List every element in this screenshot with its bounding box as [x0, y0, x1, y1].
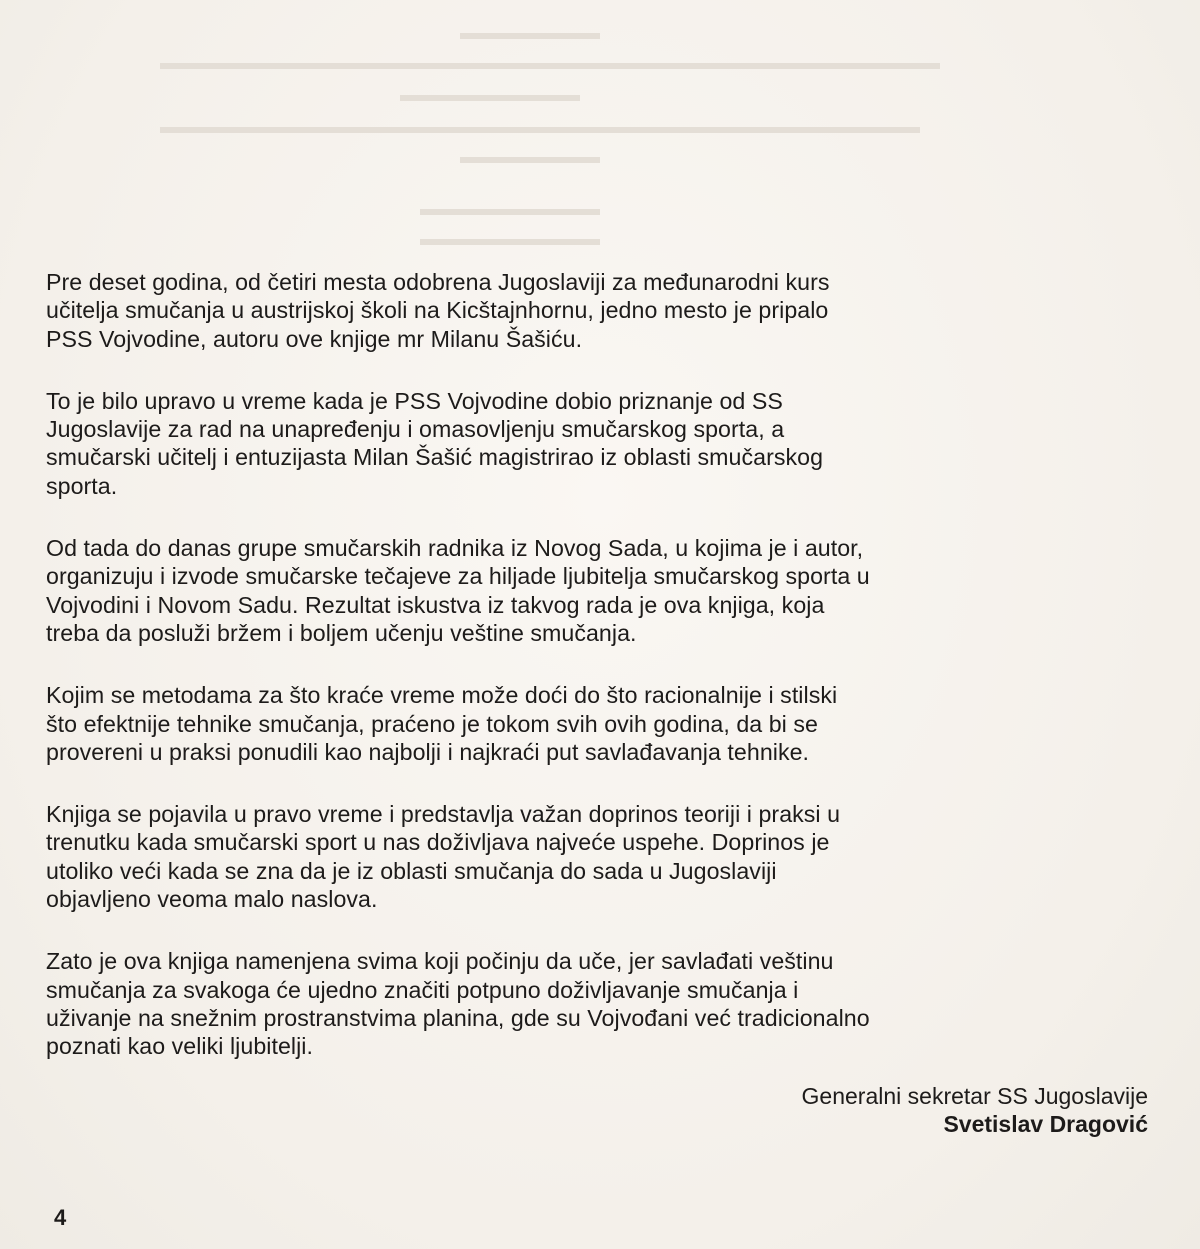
text-line: utoliko veći kada se zna da je iz oblasti smučanja do sada u Jugoslaviji [46, 857, 777, 884]
text-line: Jugoslavije za rad na unapređenju i omasovljenju smučarskog sporta, a [46, 416, 785, 443]
text-line: sporta. [46, 472, 118, 499]
bleed-through-decoration: ▬▬▬▬▬▬▬▬▬▬▬▬▬▬▬▬▬▬▬▬▬▬▬▬▬▬▬▬▬▬▬▬▬▬▬▬▬▬ [160, 116, 920, 138]
text-line: smučanja za svakoga će ujedno značiti potpuno doživljavanje smučanja i [46, 976, 799, 1003]
text-line: Kojim se metodama za što kraće vreme može doći do što racionalnije i stilski [46, 682, 838, 709]
text-line: objavljeno veoma malo naslova. [46, 886, 378, 913]
text-line: To je bilo upravo u vreme kada je PSS Vojvodine dobio priznanje od SS [46, 387, 783, 414]
paragraph [46, 800, 1136, 913]
text-line: Zato je ova knjiga namenjena svima koji počinju da uče, jer savlađati veštinu [46, 948, 834, 975]
text-line: poznati kao veliki ljubitelji. [46, 1033, 314, 1060]
text-line: Knjiga se pojavila u pravo vreme i predstavlja važan doprinos teoriji i praksi u [46, 801, 841, 828]
text-line: učitelja smučanja u austrijskoj školi na Kicštajnhornu, jedno mesto je pripalo [46, 297, 829, 324]
text-line: Pre deset godina, od četiri mesta odobrena Jugoslaviji za međunarodni kurs [46, 269, 830, 295]
bleed-through-decoration: ▬▬▬▬▬▬▬▬▬ [420, 198, 600, 220]
text-line: što efektnije tehnike smučanja, praćeno je tokom svih ovih godina, da bi se [46, 710, 818, 737]
paragraph [46, 947, 1136, 1060]
preface-text [46, 268, 1136, 1095]
paragraph [46, 268, 1136, 353]
text-line: organizuju i izvode smučarske tečajeve za hiljade ljubitelja smučarskog sporta u [46, 563, 870, 590]
text-line: Od tada do danas grupe smučarskih radnika iz Novog Sada, u kojima je i autor, [46, 535, 864, 562]
bleed-through-decoration: ▬▬▬▬▬▬▬ [460, 22, 600, 44]
bleed-through-decoration: ▬▬▬▬▬▬▬▬▬▬▬▬▬▬▬▬▬▬▬▬▬▬▬▬▬▬▬▬▬▬▬▬▬▬▬▬▬▬▬ [160, 52, 940, 74]
text-line: smučarski učitelj i entuzijasta Milan Šašić magistrirao iz oblasti smučarskog [46, 444, 824, 471]
paragraph [46, 387, 1136, 500]
bleed-through-decoration: ▬▬▬▬▬▬▬▬▬ [400, 84, 580, 106]
text-line: uživanje na snežnim prostranstvima planina, gde su Vojvođani već tradicionalno [46, 1004, 870, 1031]
text-line: PSS Vojvodine, autoru ove knjige mr Milanu Šašiću. [46, 325, 583, 352]
paragraph [46, 681, 1136, 766]
text-line: provereni u praksi ponudili kao najbolji i najkraći put savlađavanja tehnike. [46, 738, 810, 765]
text-line: trenutku kada smučarski sport u nas doživljava najveće uspehe. Doprinos je [46, 829, 830, 856]
signature-title: Generalni sekretar SS Jugoslavije [801, 1083, 1148, 1109]
page-number: 4 [54, 1205, 67, 1230]
bleed-through-decoration: ▬▬▬▬▬▬▬▬▬ [420, 228, 600, 250]
signature-name: Svetislav Dragović [943, 1111, 1148, 1137]
signature-block [802, 1082, 1148, 1138]
text-line: Vojvodini i Novom Sadu. Rezultat iskustva iz takvog rada je ova knjiga, koja [46, 591, 825, 618]
bleed-through-decoration: ▬▬▬▬▬▬▬ [460, 146, 600, 168]
text-line: treba da posluži bržem i boljem učenju veštine smučanja. [46, 619, 637, 646]
paragraph [46, 534, 1136, 647]
